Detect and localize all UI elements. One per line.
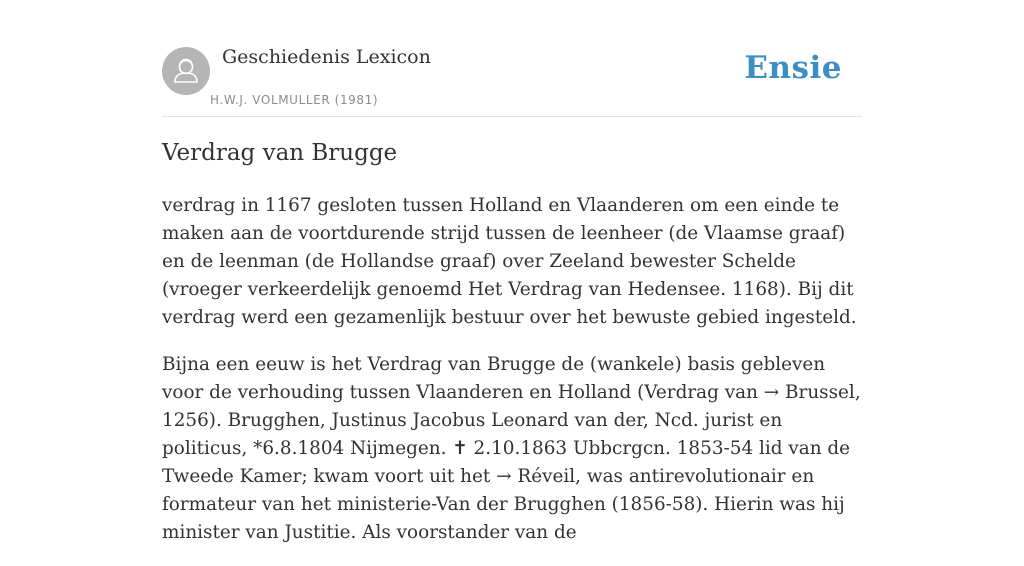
user-placeholder-icon [162,47,210,95]
source-author[interactable]: H.W.J. VOLMULLER (1981) [210,93,379,107]
paragraph-2-text-a: Bijna een eeuw is het Verdrag van Brugge de (wankele) basis gebleven voor de verhouding tussen Vlaanderen en Holland (Verdrag van [162,354,826,403]
link-brussel[interactable]: → Brussel [763,382,855,403]
paragraph-2 [162,351,862,547]
source-header [162,0,862,117]
page-container [162,0,862,543]
paragraph-2-text-b: , 1256). Brugghen, Justinus Jacobus Leonard van der, Ncd. jurist en politicus, *6.8.1804 Nijmegen. ✝ 2.10.1863 Ubbcrgcn. 1853-54 lid van de Tweede Kamer; kwam voort uit het [162,382,861,487]
ensie-logo[interactable]: Ensie [744,50,842,86]
link-reveil[interactable]: → Réveil [496,466,576,487]
article-title: Verdrag van Brugge [162,140,398,166]
article-body [162,192,862,566]
source-title[interactable]: Geschiedenis Lexicon [222,46,431,68]
paragraph-1: verdrag in 1167 gesloten tussen Holland en Vlaanderen om een einde te maken aan de voortdurende strijd tussen de leenheer (de Vlaamse graaf) en de leenman (de Hollandse graaf) over Zeeland bewester Schelde (vroeger verkeerdelijk genoemd Het Verdrag van Hedensee. 1168). Bij dit verdrag werd een gezamenlijk bestuur over het bewuste gebied ingesteld. [162,195,857,328]
paragraph-2-text-c: , was antirevolutionair en formateur van het ministerie-Van der Brugghen (1856-58). Hierin was hij minister van Justitie. Als voorstander van de [162,466,845,543]
